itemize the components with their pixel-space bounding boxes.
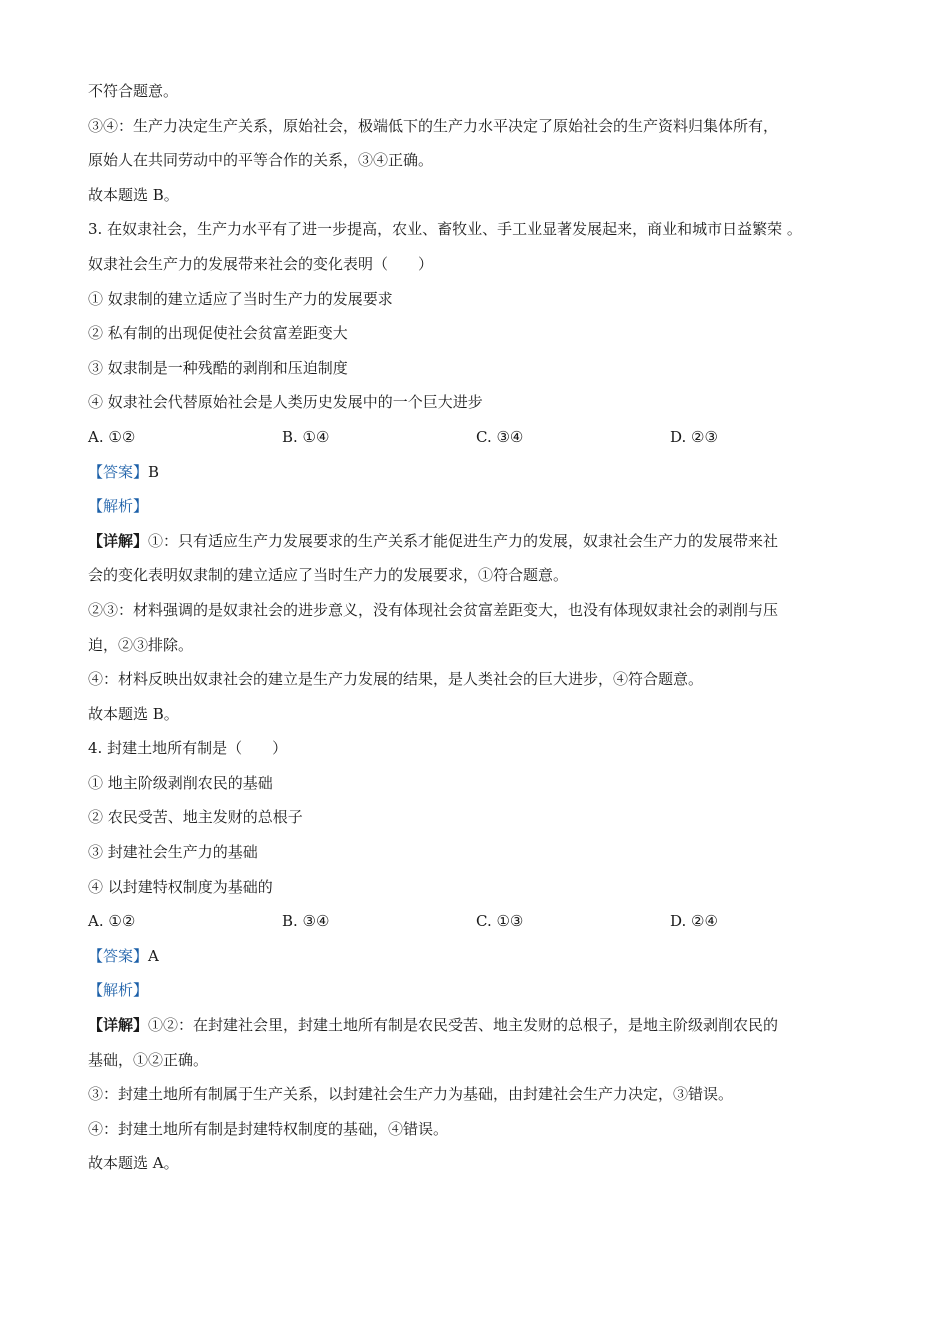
q4-detail-line: ④：封建土地所有制是封建特权制度的基础，④错误。 [88, 1119, 449, 1138]
q4-detail-line: 基础，①②正确。 [88, 1050, 209, 1069]
detail-text: ①②：在封建社会里，封建土地所有制是农民受苦、地主发财的总根子，是地主阶级剥削农民的 [148, 1016, 779, 1035]
q2-analysis-line: ③④：生产力决定生产关系，原始社会，极端低下的生产力水平决定了原始社会的生产资料归集体所有， [88, 116, 779, 135]
analysis-tag: 【解析】 [88, 497, 149, 516]
q3-option-a: A. ①② [88, 427, 136, 446]
answer-tag: 【答案】 [88, 462, 149, 481]
q3-stem: 3. 在奴隶社会，生产力水平有了进一步提高，农业、畜牧业、手工业显著发展起来，商业和城市日益繁荣 。 [88, 220, 802, 239]
answer-value: A [148, 946, 159, 965]
q3-detail-line: ④：材料反映出奴隶社会的建立是生产力发展的结果，是人类社会的巨大进步，④符合题意。 [88, 670, 704, 689]
q3-stem: 奴隶社会生产力的发展带来社会的变化表明（ ） [88, 254, 434, 273]
q4-detail-line [88, 1008, 878, 1043]
q3-option-b: B. ①④ [282, 427, 330, 446]
q4-item: ③ 封建社会生产力的基础 [88, 843, 258, 862]
q4-analysis-heading [88, 973, 878, 1008]
q3-detail-line: ②③：材料强调的是奴隶社会的进步意义，没有体现社会贫富差距变大，也没有体现奴隶社会的剥削与压 [88, 600, 779, 619]
analysis-tag: 【解析】 [88, 981, 149, 1000]
q3-item: ① 奴隶制的建立适应了当时生产力的发展要求 [88, 289, 393, 308]
q2-conclusion: 故本题选 B。 [88, 185, 179, 204]
answer-value: B [148, 462, 160, 481]
q3-item: ④ 奴隶社会代替原始社会是人类历史发展中的一个巨大进步 [88, 393, 483, 412]
q4-stem: 4. 封建土地所有制是（ ） [88, 739, 288, 758]
q2-analysis-line: 原始人在共同劳动中的平等合作的关系，③④正确。 [88, 151, 434, 170]
q4-option-d: D. ②④ [670, 912, 718, 931]
q4-options [88, 904, 878, 939]
q3-option-c: C. ③④ [476, 427, 524, 446]
detail-tag: 【详解】 [88, 1016, 149, 1035]
q4-item: ④ 以封建特权制度为基础的 [88, 877, 273, 896]
q4-detail-line: ③：封建土地所有制属于生产关系，以封建社会生产力为基础，由封建社会生产力决定，③错误。 [88, 1085, 734, 1104]
q3-detail-line: 迫，②③排除。 [88, 635, 194, 654]
q2-text-line: 不符合题意。 [88, 82, 179, 100]
q3-answer [88, 455, 878, 490]
detail-text: ①：只有适应生产力发展要求的生产关系才能促进生产力的发展，奴隶社会生产力的发展带来社 [148, 531, 779, 550]
q4-option-a: A. ①② [88, 912, 136, 931]
q3-option-d: D. ②③ [670, 427, 718, 446]
q4-option-c: C. ①③ [476, 912, 524, 931]
q4-conclusion: 故本题选 A。 [88, 1154, 179, 1173]
q3-detail-line [88, 524, 878, 559]
q3-item: ③ 奴隶制是一种残酷的剥削和压迫制度 [88, 358, 348, 377]
q4-item: ① 地主阶级剥削农民的基础 [88, 773, 273, 792]
q4-answer [88, 939, 878, 974]
detail-tag: 【详解】 [88, 531, 149, 550]
q4-option-b: B. ③④ [282, 912, 330, 931]
q3-options [88, 420, 878, 455]
q3-detail-line: 会的变化表明奴隶制的建立适应了当时生产力的发展要求，①符合题意。 [88, 566, 569, 585]
document-page [88, 74, 878, 1181]
q3-item: ② 私有制的出现促使社会贫富差距变大 [88, 324, 348, 343]
answer-tag: 【答案】 [88, 946, 149, 965]
q3-conclusion: 故本题选 B。 [88, 704, 179, 723]
q3-analysis-heading [88, 489, 878, 524]
q4-item: ② 农民受苦、地主发财的总根子 [88, 808, 303, 827]
